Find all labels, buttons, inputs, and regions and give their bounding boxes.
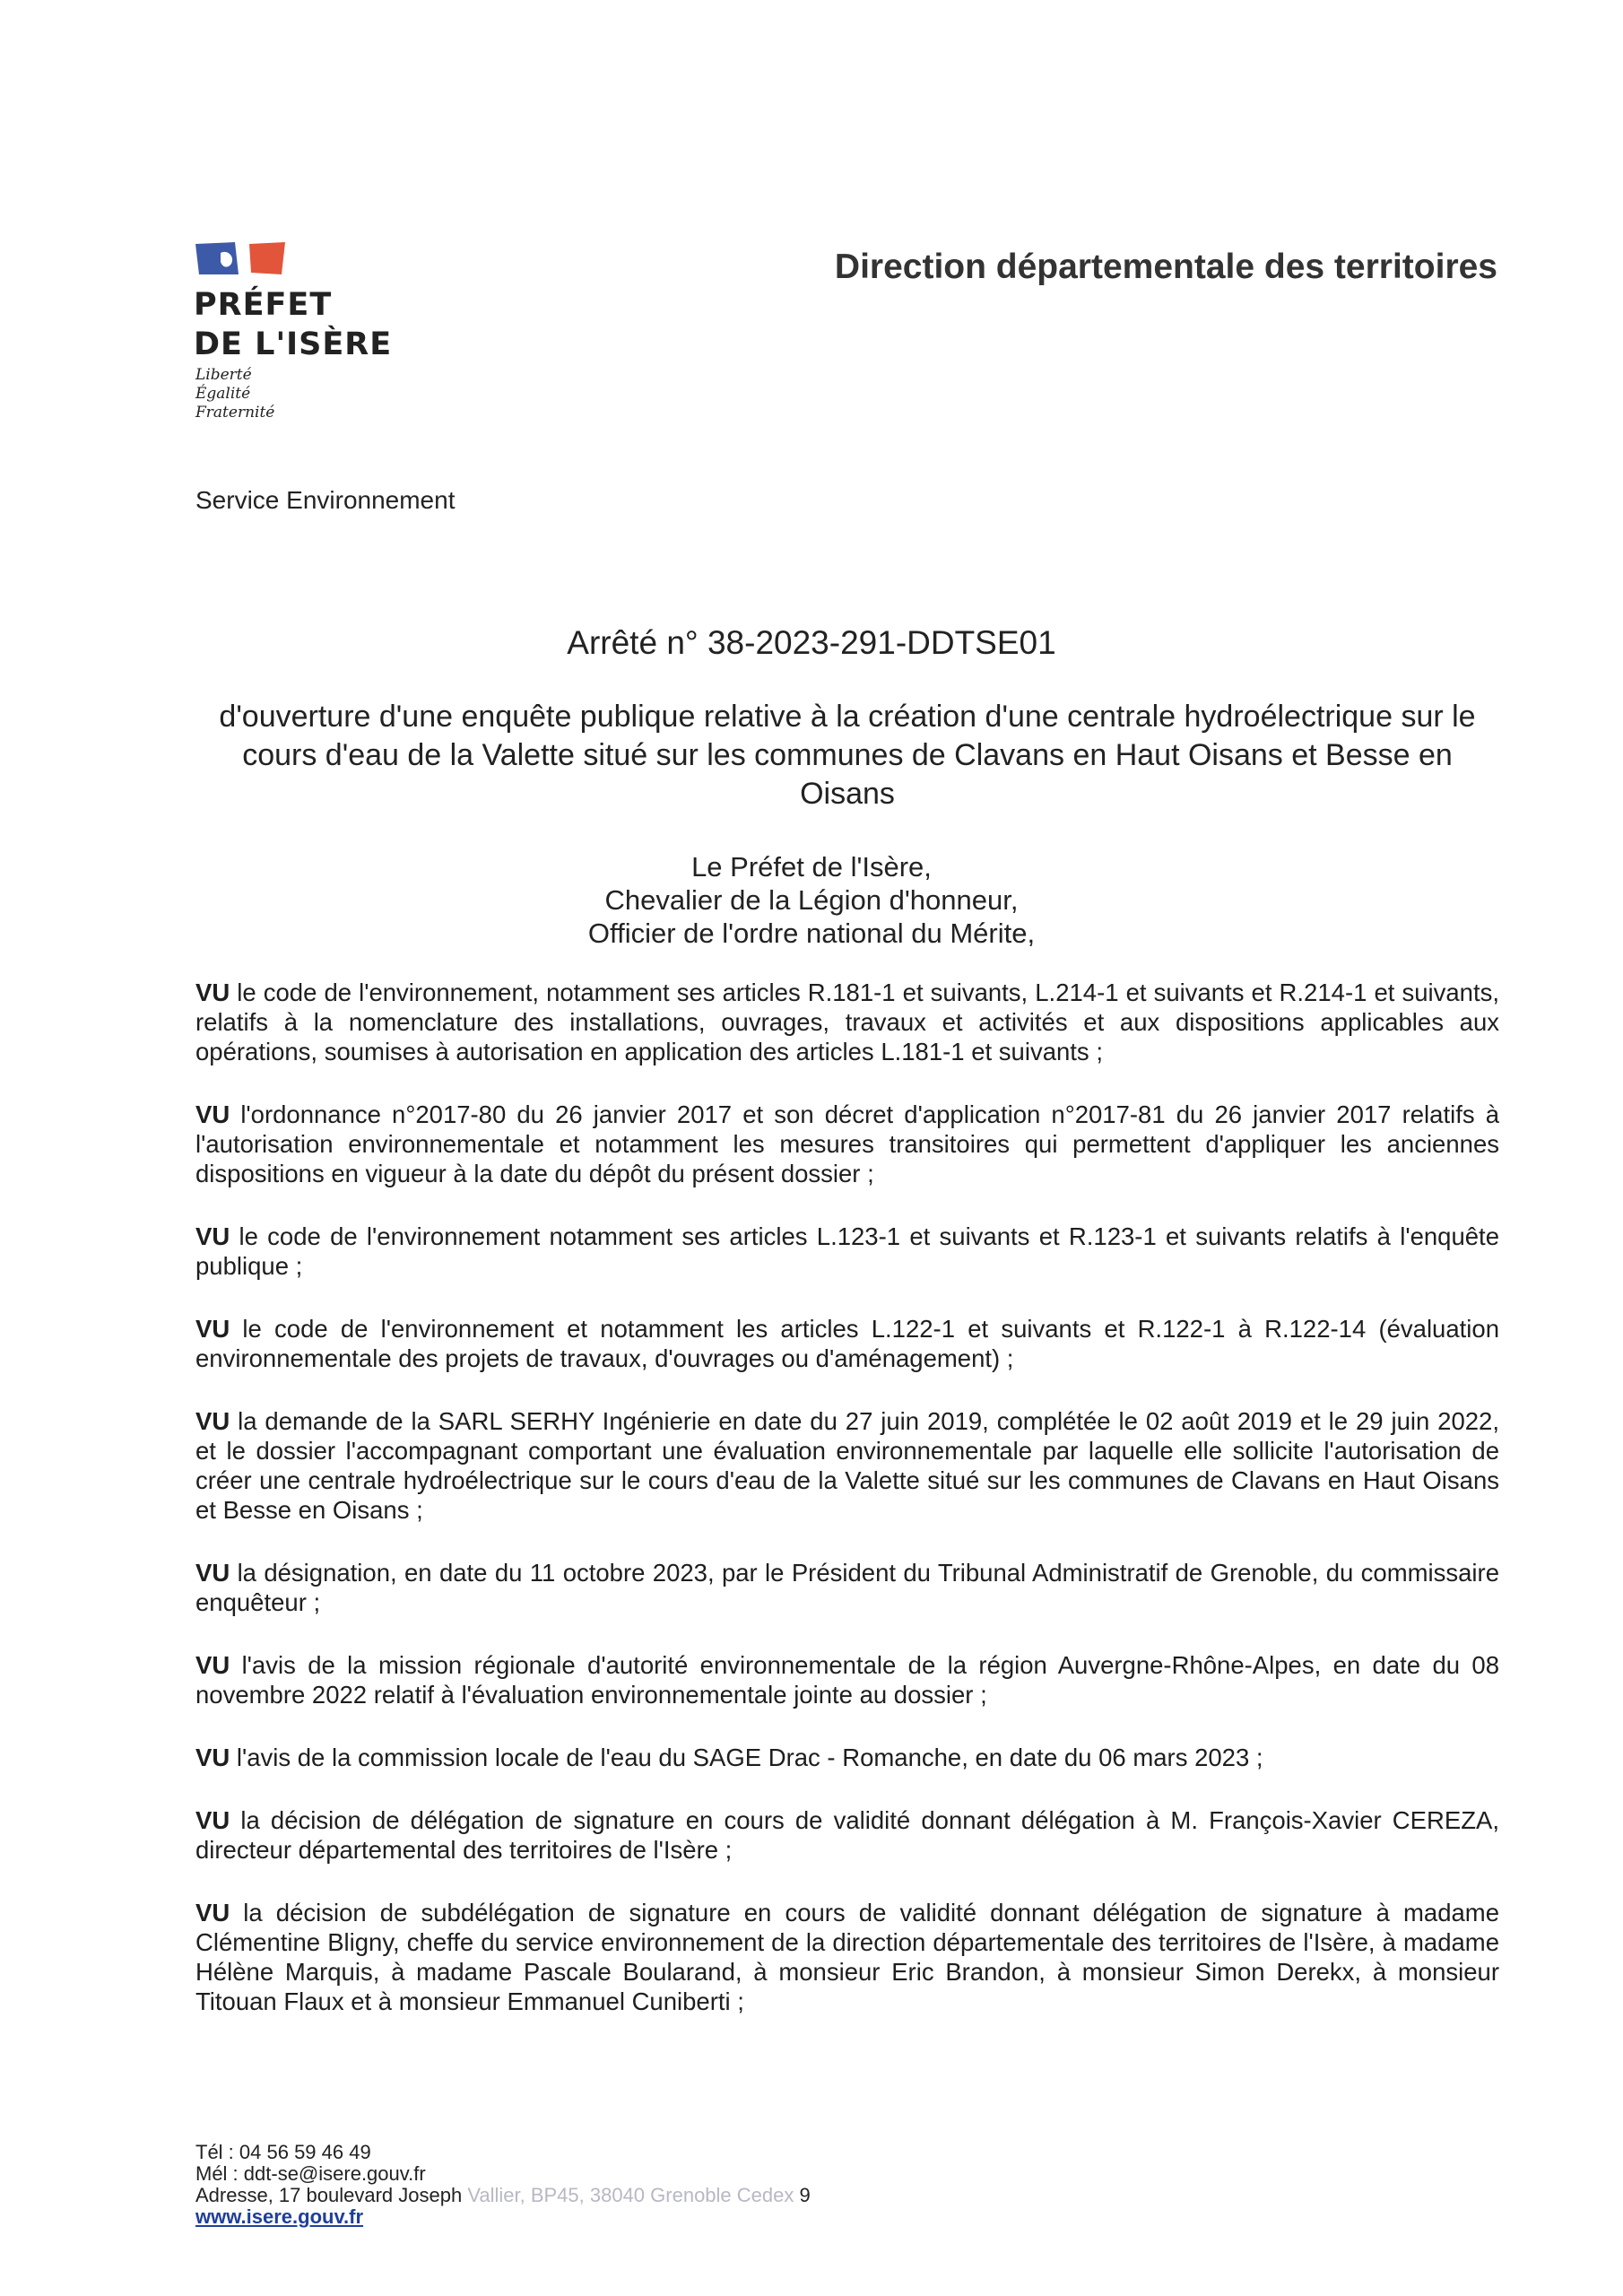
vu-prefix: VU [195, 1315, 230, 1343]
motto-fraternite: Fraternité [195, 404, 275, 422]
arrete-number: Arrêté n° 38-2023-291-DDTSE01 [567, 624, 1056, 661]
vu-prefix: VU [195, 978, 230, 1006]
prefet-logo-text [194, 285, 392, 364]
motto-egalite: Égalité [195, 385, 251, 403]
prefet-line1: PRÉFET [194, 287, 333, 323]
vu-paragraph [195, 1406, 1499, 1525]
republic-motto [195, 366, 274, 422]
vu-text: la décision de subdélégation de signature en cours de validité donnant délégation de signature à madame Clémentine Bligny, cheffe du service environnement de la direction départementale des territoires de l'Isère, à madame Hélène Marquis, à madame Pascale Boularand, à monsieur Eric Brandon, à monsieur Simon Derekx, à monsieur Titouan Flaux et à monsieur Emmanuel Cuniberti ; [195, 1899, 1499, 2015]
footer-mel: Mél : ddt-se@isere.gouv.fr [195, 2162, 426, 2185]
prefet-titles [0, 850, 1623, 950]
vu-paragraph [195, 1558, 1499, 1617]
arrete-object: d'ouverture d'une enquête publique relative à la création d'une centrale hydroélectrique sur le cours d'eau de la Valette situé sur les communes de Clavans en Haut Oisans et Besse en Oisans [219, 700, 1476, 811]
vu-list [195, 978, 1499, 2049]
vu-prefix: VU [195, 1744, 230, 1771]
contact-footer [195, 2142, 811, 2228]
prefet-title-line: Chevalier de la Légion d'honneur, [604, 884, 1019, 916]
address-start: Adresse, 17 boulevard Joseph [195, 2184, 468, 2206]
prefet-title-line: Le Préfet de l'Isère, [691, 851, 932, 883]
vu-paragraph [195, 1222, 1499, 1281]
address-end: 9 [794, 2184, 811, 2206]
vu-paragraph [195, 1743, 1499, 1772]
address-faded: Vallier, BP45, 38040 Grenoble Cedex [467, 2184, 794, 2206]
vu-paragraph [195, 1314, 1499, 1373]
vu-paragraph [195, 1100, 1499, 1188]
vu-paragraph [195, 1650, 1499, 1709]
vu-text: le code de l'environnement et notamment les articles L.122-1 et suivants et R.122-1 à R.122-14 (évaluation environnementale des projets de travaux, d'ouvrages ou d'aménagement) ; [195, 1315, 1499, 1372]
vu-prefix: VU [195, 1407, 230, 1435]
prefet-line2: DE L'ISÈRE [194, 326, 393, 362]
vu-text: la désignation, en date du 11 octobre 2023, par le Président du Tribunal Administratif de Grenoble, du commissaire enquêteur ; [195, 1559, 1499, 1616]
vu-paragraph [195, 1805, 1499, 1865]
vu-prefix: VU [195, 1559, 230, 1587]
vu-text: le code de l'environnement notamment ses articles L.123-1 et suivants et R.123-1 et suivants relatifs à l'enquête publique ; [195, 1222, 1499, 1280]
vu-text: l'avis de la mission régionale d'autorité environnementale de la région Auvergne-Rhône-Alpes, en date du 08 novembre 2022 relatif à l'évaluation environnementale jointe au dossier ; [195, 1651, 1499, 1709]
motto-liberte: Liberté [195, 366, 252, 384]
vu-prefix: VU [195, 1806, 230, 1834]
vu-text: l'ordonnance n°2017-80 du 26 janvier 2017 et son décret d'application n°2017-81 du 26 janvier 2017 relatifs à l'autorisation environnementale et notamment les mesures transitoires qui permettent d'appliquer les anciennes dispositions en vigueur à la date du dépôt du présent dossier ; [195, 1100, 1499, 1187]
vu-paragraph [195, 978, 1499, 1066]
republic-flag-logo [195, 240, 285, 276]
vu-prefix: VU [195, 1100, 230, 1128]
prefet-title-line: Officier de l'ordre national du Mérite, [587, 918, 1036, 949]
vu-prefix: VU [195, 1899, 230, 1926]
service-name: Service Environnement [195, 486, 456, 514]
footer-tel: Tél : 04 56 59 46 49 [195, 2141, 371, 2163]
footer-address [195, 2185, 811, 2206]
vu-text: l'avis de la commission locale de l'eau du SAGE Drac - Romanche, en date du 06 mars 2023 ; [230, 1744, 1263, 1771]
vu-prefix: VU [195, 1651, 230, 1679]
direction-heading: Direction départementale des territoires [834, 248, 1497, 286]
vu-text: la demande de la SARL SERHY Ingénierie en date du 27 juin 2019, complétée le 02 août 2019 et le 29 juin 2022, et le dossier l'accompagnant comportant une évaluation environnementale par laquelle elle sollicite l'autorisation de créer une centrale hydroélectrique sur le cours d'eau de la Valette situé sur les communes de Clavans en Haut Oisans et Besse en Oisans ; [195, 1407, 1499, 1524]
website-link[interactable]: www.isere.gouv.fr [195, 2205, 364, 2228]
vu-text: la décision de délégation de signature en cours de validité donnant délégation à M. François-Xavier CEREZA, directeur départemental des territoires de l'Isère ; [195, 1806, 1499, 1864]
vu-prefix: VU [195, 1222, 230, 1250]
vu-text: le code de l'environnement, notamment ses articles R.181-1 et suivants, L.214-1 et suivants et R.214-1 et suivants, relatifs à la nomenclature des installations, ouvrages, travaux et activités et aux dispositions applicables aux opérations, soumises à autorisation en application des articles L.181-1 et suivants ; [195, 978, 1499, 1065]
vu-paragraph [195, 1898, 1499, 2016]
